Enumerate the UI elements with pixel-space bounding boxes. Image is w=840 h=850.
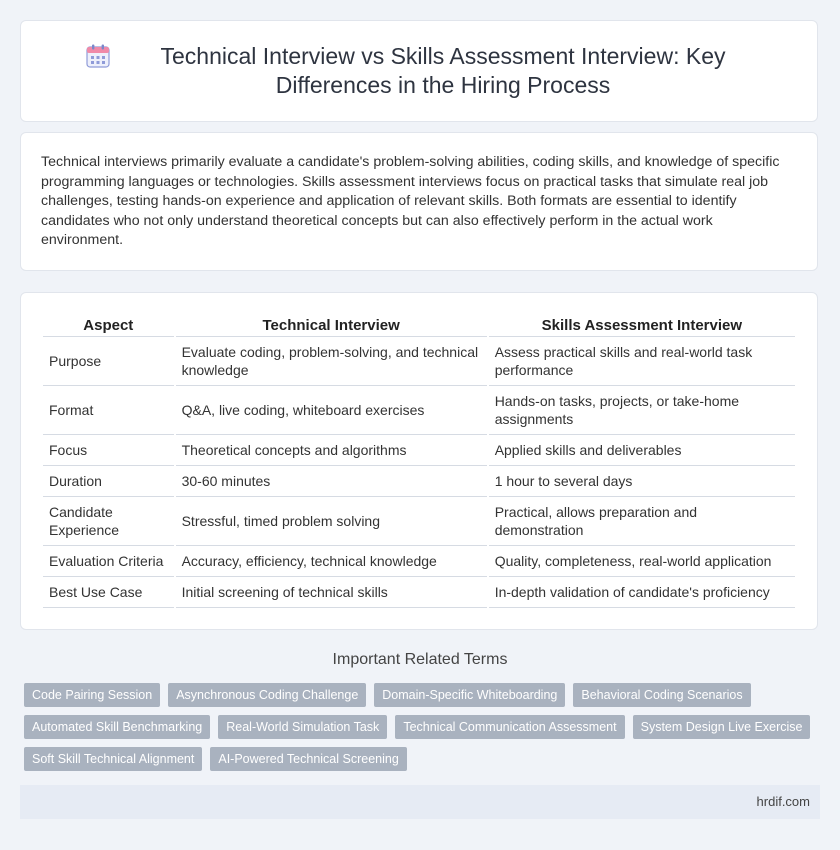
related-term-tag[interactable]: Soft Skill Technical Alignment [24,747,202,771]
table-cell: Evaluate coding, problem-solving, and technical knowledge [176,337,487,386]
related-terms-list [24,683,814,771]
table-row [43,337,795,386]
page-title: Technical Interview vs Skills Assessment Interview: Key Differences in the Hiring Process [160,43,726,98]
table-cell: Theoretical concepts and algorithms [176,435,487,466]
table-row [43,466,795,497]
table-cell: Focus [43,435,174,466]
footer [20,785,820,819]
related-term-tag[interactable]: Code Pairing Session [24,683,160,707]
table-row [43,435,795,466]
related-term-tag[interactable]: System Design Live Exercise [633,715,811,739]
header-aspect: Aspect [43,309,174,337]
table-cell: Q&A, live coding, whiteboard exercises [176,386,487,435]
table-cell: Format [43,386,174,435]
table-cell: 1 hour to several days [489,466,795,497]
table-cell: Quality, completeness, real-world application [489,546,795,577]
header-technical: Technical Interview [176,309,487,337]
calendar-icon [85,43,111,69]
table-cell: Practical, allows preparation and demonstration [489,497,795,546]
table-cell: Best Use Case [43,577,174,608]
table-header-row [43,309,795,337]
related-term-tag[interactable]: Domain-Specific Whiteboarding [374,683,565,707]
related-term-tag[interactable]: AI-Powered Technical Screening [210,747,406,771]
intro-card [20,132,818,271]
comparison-card [20,292,818,630]
table-cell: Stressful, timed problem solving [176,497,487,546]
table-row [43,386,795,435]
table-cell: Candidate Experience [43,497,174,546]
table-cell: Assess practical skills and real-world task performance [489,337,795,386]
table-cell: Purpose [43,337,174,386]
table-row [43,497,795,546]
related-term-tag[interactable]: Automated Skill Benchmarking [24,715,210,739]
related-term-tag[interactable]: Asynchronous Coding Challenge [168,683,366,707]
table-row [43,577,795,608]
intro-paragraph: Technical interviews primarily evaluate a candidate's problem-solving abilities, coding skills, and knowledge of specific programming languages or technologies. Skills assessment interviews focus on practical tasks that simulate real job challenges, testing hands-on experience and application of relevant skills. Both formats are essential to identify candidates who not only understand theoretical concepts but can also effectively perform in the actual work environment. [41,154,780,249]
table-row [43,546,795,577]
table-cell: Duration [43,466,174,497]
related-term-tag[interactable]: Behavioral Coding Scenarios [573,683,750,707]
table-cell: 30-60 minutes [176,466,487,497]
header-skills: Skills Assessment Interview [489,309,795,337]
table-cell: Hands-on tasks, projects, or take-home assignments [489,386,795,435]
table-cell: In-depth validation of candidate's proficiency [489,577,795,608]
table-cell: Evaluation Criteria [43,546,174,577]
title-wrap [85,42,753,100]
footer-site-link[interactable]: hrdif.com [756,794,810,809]
title-card [20,20,818,122]
related-term-tag[interactable]: Technical Communication Assessment [395,715,624,739]
table-cell: Applied skills and deliverables [489,435,795,466]
table-cell: Accuracy, efficiency, technical knowledge [176,546,487,577]
related-terms-title: Important Related Terms [332,651,508,668]
related-term-tag[interactable]: Real-World Simulation Task [218,715,387,739]
table-cell: Initial screening of technical skills [176,577,487,608]
comparison-table [41,309,797,608]
